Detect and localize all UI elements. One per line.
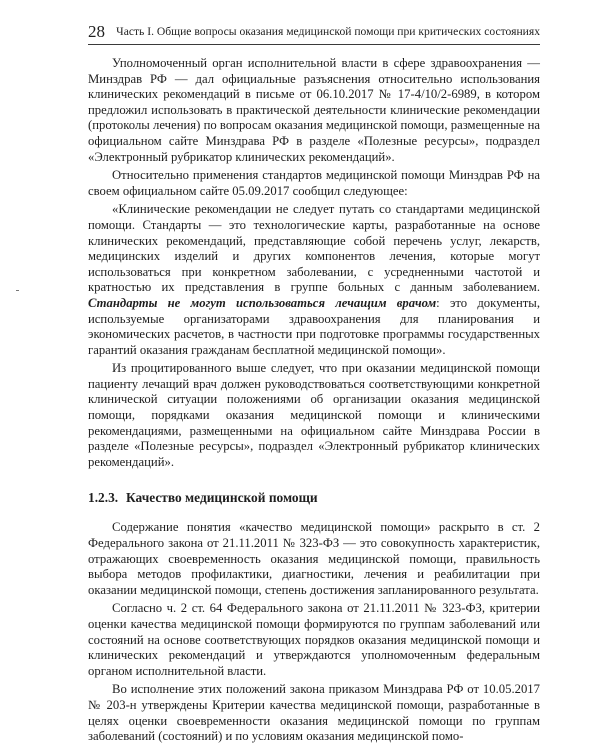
paragraph: Во исполнение этих положений закона приказом Минздрава РФ от 10.05.2017 № 203-н утверждены Критерии качества медицинской помощи, разработанные в целях оценки своевременности оказания медицинской помощи по группам заболеваний (состояний) и по условиям оказания медицинской помо- — [88, 682, 540, 744]
paragraph: Согласно ч. 2 ст. 64 Федерального закона от 21.11.2011 № 323-ФЗ, критерии оценки качества медицинской помощи формируются по группам заболеваний или состояний на основе соответствующих порядков оказания медицинской помощи и клинических рекомендаций и утверждаются уполномоченным федеральным органом исполнительной власти. — [88, 601, 540, 678]
quote-emphasis: Стандарты не могут использоваться лечащим врачом — [88, 295, 437, 310]
running-head: Часть I. Общие вопросы оказания медицинской помощи при критических состояниях — [116, 25, 540, 38]
paragraph: Уполномоченный орган исполнительной власти в сфере здравоохранения — Минздрав РФ — дал официальные разъяснения относительно использования клинических рекомендаций в письме от 06.10.2017 № 17-4/10/2-6989, в котором предложил использовать в практической деятельности клинические рекомендации (протоколы лечения) по вопросам оказания медицинской помощи, размещенные на официальном сайте Минздрава РФ в разделе «Полезные ресурсы», подраздел «Электронный рубрикатор клинических рекомендаций». — [88, 56, 540, 164]
paragraph: Относительно применения стандартов медицинской помощи Минздрав РФ на своем официальном сайте 05.09.2017 сообщил следующее: — [88, 168, 540, 198]
body-text — [88, 56, 540, 748]
page-number: 28 — [88, 22, 105, 41]
quote-text: : это документы, используемые организаторами здравоохранения для планирования и экономических расчетов, в частности при подготовке программы государственных гарантий оказания гражданам бесплатной медицинской помощи». — [88, 295, 541, 357]
page-header — [88, 20, 540, 45]
section-number: 1.2.3. — [88, 490, 119, 506]
section-heading — [88, 490, 540, 506]
section-title: Качество медицинской помощи — [126, 490, 318, 506]
quote-text: «Клинические рекомендации не следует путать со стандартами медицинской помощи. Стандарты — это технологические карты, разработанные на основе клинических рекомендаций, представляющие собой перечень услуг, лекарств, медицинских изделий и других компонентов лечения, которые могут использоваться при конкретном заболевании, с усредненными частотой и кратностью их представления в группе больных с данным заболеванием. — [88, 202, 540, 295]
paragraph: Содержание понятия «качество медицинской помощи» раскрыто в ст. 2 Федерального закона от 21.11.2011 № 323-ФЗ — это совокупность характеристик, отражающих своевременность оказания медицинской помощи, правильность выбора методов профилактики, диагностики, лечения и реабилитации при оказании медицинской помощи, степень достижения запланированного результата. — [88, 520, 540, 597]
paragraph: Из процитированного выше следует, что при оказании медицинской помощи пациенту лечащий врач должен руководствоваться соответствующими конкретной клинической ситуации положениями об организации оказания медицинской помощи, порядками оказания медицинской помощи и клиническими рекомендациями, размещенными на официальном сайте Минздрава России в разделе «Полезные ресурсы», подраздел «Электронный рубрикатор клинических рекомендаций». — [88, 361, 540, 469]
margin-mark — [16, 290, 19, 291]
quote-paragraph — [88, 202, 540, 358]
